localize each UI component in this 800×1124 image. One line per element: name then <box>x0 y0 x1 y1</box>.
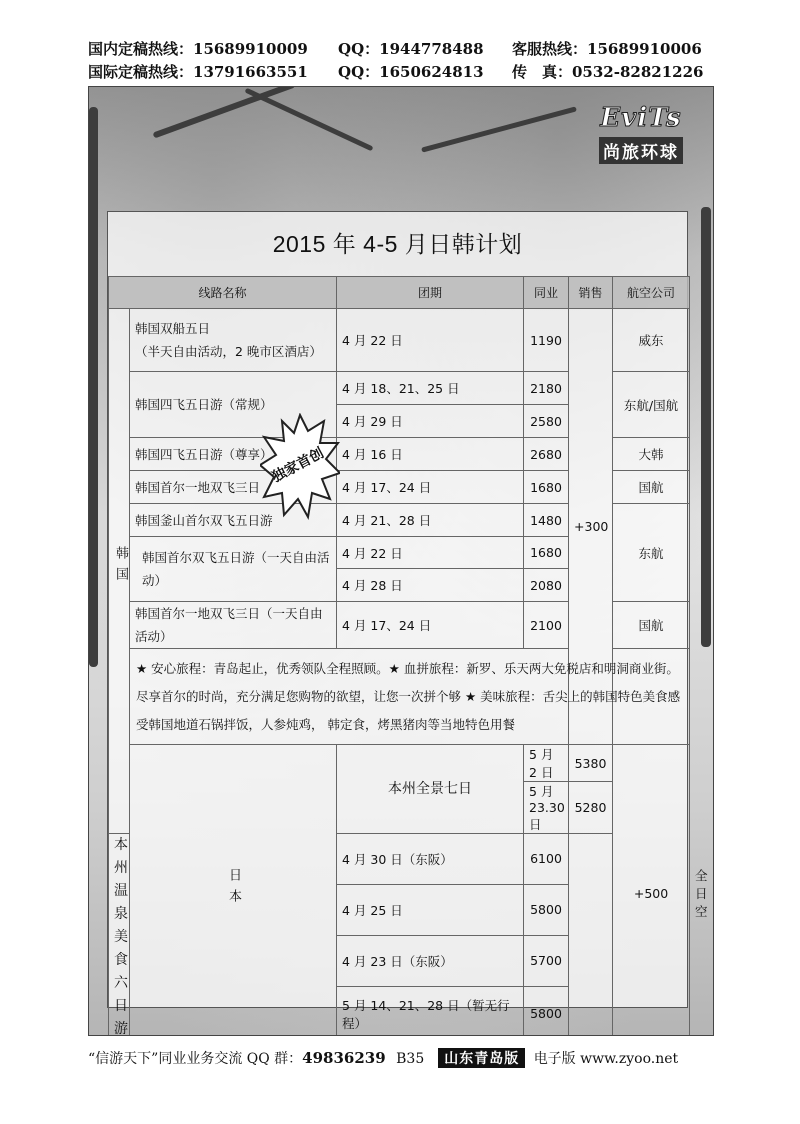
header-airline: 航空公司 <box>613 277 690 309</box>
trade-price: 1680 <box>524 471 569 504</box>
footer <box>88 1048 678 1068</box>
route-name: 韩国首尔一地双飞三日 <box>130 471 337 504</box>
tour-date: 4 月 25 日 <box>337 884 524 935</box>
region-japan-label: 日本 <box>226 868 241 910</box>
tour-date: 4 月 28 日 <box>337 569 524 602</box>
fax-number: 传 真：0532-82821226 <box>512 63 704 81</box>
tour-date: 5 月 2 日 <box>524 745 569 782</box>
region-japan <box>130 745 337 1037</box>
edition-badge: 山东青岛版 <box>438 1048 525 1068</box>
route-name: 韩国首尔一地双飞三日（一天自由活动） <box>130 602 337 649</box>
tree-branch <box>245 88 374 152</box>
table-row: 日本 本州全景七日 5 月 2 日 5380 +500 全日空 <box>109 745 690 782</box>
tree-branch <box>152 86 295 138</box>
company-logo <box>591 103 691 173</box>
trade-price: 5700 <box>524 935 569 986</box>
header-sale: 销售 <box>569 277 613 309</box>
tree-trunk <box>701 207 711 647</box>
tour-date: 4 月 21、28 日 <box>337 504 524 537</box>
tour-schedule-table <box>108 276 708 1036</box>
table-row <box>109 649 690 745</box>
route-name: 本州全景七日 <box>337 745 524 834</box>
route-name <box>130 309 337 372</box>
airline: 东航 <box>613 504 690 602</box>
header-trade-price: 同业 <box>524 277 569 309</box>
qq-group-number: 49836239 <box>302 1049 386 1067</box>
trade-price: 2180 <box>524 372 569 405</box>
route-name: 本州温泉美食六日游 <box>109 834 130 1037</box>
tree-trunk <box>89 107 98 667</box>
trade-price: 1680 <box>524 537 569 569</box>
trade-price: 6100 <box>524 834 569 885</box>
route-name: 韩国首尔双飞五日游（一天自由活动） <box>130 537 337 602</box>
tour-date: 4 月 22 日 <box>337 537 524 569</box>
trade-price: 5800 <box>524 884 569 935</box>
route-name: 韩国四飞五日游（尊享） <box>130 438 337 471</box>
route-name-line1: 韩国双船五日 <box>135 321 211 336</box>
starburst-text: 独家首创 <box>269 445 327 486</box>
route-name: 韩国釜山首尔双飞五日游 <box>130 504 337 537</box>
sale-markup-korea: +300 <box>569 309 613 745</box>
airline: 大韩 <box>613 438 690 471</box>
trade-price: 2100 <box>524 602 569 649</box>
international-qq: QQ：1650624813 <box>338 63 484 81</box>
service-hotline: 客服热线：15689910006 <box>512 40 702 58</box>
tour-date: 4 月 30 日（东阪） <box>337 834 524 885</box>
airline: 东航/国航 <box>613 372 690 438</box>
table-row <box>109 309 690 372</box>
tree-branch <box>421 106 577 152</box>
tour-date: 4 月 29 日 <box>337 405 524 438</box>
trade-price: 1190 <box>524 309 569 372</box>
header-route: 线路名称 <box>109 277 337 309</box>
trade-price: 2580 <box>524 405 569 438</box>
domestic-hotline: 国内定稿热线：15689910009 <box>88 40 308 58</box>
korea-highlights: ★ 安心旅程：青岛起止，优秀领队全程照顾。★ 血拼旅程：新罗、乐天两大免税店和明洞商业街。尽享首尔的时尚，充分满足您购物的欲望，让您一次拼个够 ★ 美味旅程：舌尖上的韩国特色美食感受韩国地道石锅拌饭，人参炖鸡， 韩定食，烤黑猪肉等当地特色用餐 <box>130 649 690 745</box>
header-dates: 团期 <box>337 277 524 309</box>
tour-date: 4 月 16 日 <box>337 438 524 471</box>
logo-mark: EviTs <box>600 103 682 133</box>
tour-date: 4 月 17、24 日 <box>337 471 524 504</box>
tour-date: 4 月 17、24 日 <box>337 602 524 649</box>
trade-price: 5280 <box>569 782 613 834</box>
trade-price: 2680 <box>524 438 569 471</box>
airline: 国航 <box>613 471 690 504</box>
route-name: 韩国四飞五日游（常规） <box>130 372 337 438</box>
tour-plan-panel <box>107 211 708 1036</box>
domestic-qq: QQ：1944778488 <box>338 40 484 58</box>
region-korea <box>109 309 130 834</box>
website: 电子版 www.zyoo.net <box>533 1051 679 1067</box>
tour-date: 4 月 18、21、25 日 <box>337 372 524 405</box>
plan-title: 2015 年 4-5 月日韩计划 <box>272 231 523 257</box>
region-korea-label: 韩国 <box>113 546 128 588</box>
airline: 国航 <box>613 602 690 649</box>
page-number: B35 <box>396 1051 425 1067</box>
airline: 威东 <box>613 309 690 372</box>
trade-price: 5380 <box>569 745 613 782</box>
route-name-line2: （半天自由活动，2 晚市区酒店） <box>135 344 322 359</box>
trade-price: 2080 <box>524 569 569 602</box>
ad-page <box>88 86 714 1036</box>
trade-price: 5800 <box>524 986 569 1036</box>
tour-date: 4 月 22 日 <box>337 309 524 372</box>
international-hotline: 国际定稿热线：13791663551 <box>88 63 308 81</box>
exclusive-starburst <box>260 413 340 521</box>
logo-name: 尚旅环球 <box>599 137 683 164</box>
qq-group-label: “信游天下”同业业务交流 QQ 群： <box>88 1051 303 1067</box>
sale-markup-japan: +500 <box>613 745 690 1037</box>
tour-date: 5 月 23.30 日 <box>524 782 569 834</box>
trade-price: 1480 <box>524 504 569 537</box>
tour-date: 4 月 23 日（东阪） <box>337 935 524 986</box>
tour-date: 5 月 14、21、28 日（暂无行程） <box>337 986 524 1036</box>
